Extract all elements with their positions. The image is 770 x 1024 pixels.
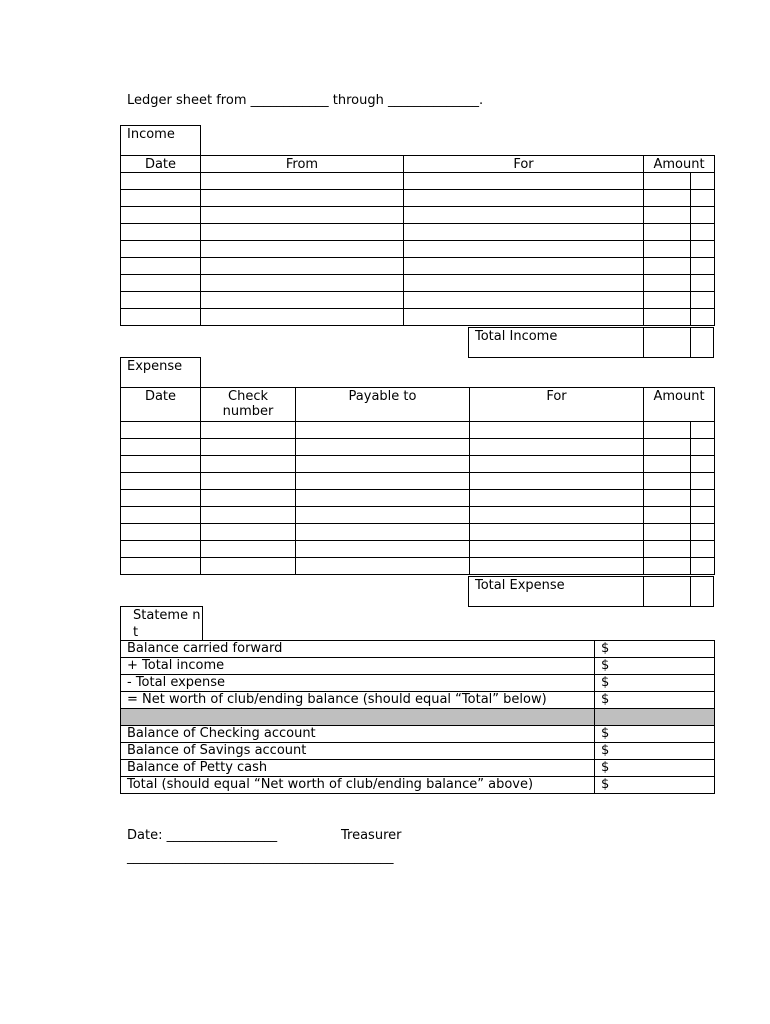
table-row <box>121 173 715 190</box>
expense-check-cell[interactable] <box>201 473 296 490</box>
income-amount-cell[interactable] <box>644 241 691 258</box>
income-for-cell[interactable] <box>404 292 644 309</box>
income-from-cell[interactable] <box>201 241 404 258</box>
income-cents-cell[interactable] <box>691 292 715 309</box>
income-cents-cell[interactable] <box>691 258 715 275</box>
expense-check-cell[interactable] <box>201 524 296 541</box>
expense-col-amount: Amount <box>644 388 715 422</box>
table-row <box>121 558 715 575</box>
income-col-date: Date <box>121 156 201 173</box>
table-row <box>121 207 715 224</box>
table-row <box>121 692 715 709</box>
footer-date-line[interactable]: Date: _________________ <box>127 828 278 843</box>
statement-table <box>120 640 715 794</box>
expense-for-cell[interactable] <box>470 439 644 456</box>
income-for-cell[interactable] <box>404 275 644 292</box>
expense-date-cell[interactable] <box>121 456 201 473</box>
expense-date-cell[interactable] <box>121 422 201 439</box>
table-row <box>121 309 715 326</box>
income-amount-cell[interactable] <box>644 309 691 326</box>
total-income-amount-cell[interactable] <box>643 328 644 357</box>
income-from-cell[interactable] <box>201 275 404 292</box>
expense-cents-cell[interactable] <box>691 456 715 473</box>
expense-check-cell[interactable] <box>201 439 296 456</box>
income-for-cell[interactable] <box>404 224 644 241</box>
expense-cents-cell[interactable] <box>691 422 715 439</box>
income-amount-cell[interactable] <box>644 275 691 292</box>
expense-date-cell[interactable] <box>121 541 201 558</box>
table-row <box>121 258 715 275</box>
table-row <box>121 224 715 241</box>
expense-for-cell[interactable] <box>470 524 644 541</box>
table-row <box>121 524 715 541</box>
income-for-cell[interactable] <box>404 173 644 190</box>
statement-row-label: Balance carried forward <box>121 641 595 658</box>
expense-check-cell[interactable] <box>201 422 296 439</box>
income-amount-cell[interactable] <box>644 292 691 309</box>
statement-row-value[interactable]: $ <box>595 777 715 794</box>
expense-cents-cell[interactable] <box>691 507 715 524</box>
expense-table <box>120 387 715 575</box>
income-amount-cell[interactable] <box>644 190 691 207</box>
income-date-cell[interactable] <box>121 258 201 275</box>
statement-row-label: Total (should equal “Net worth of club/ending balance” above) <box>121 777 595 794</box>
income-date-cell[interactable] <box>121 241 201 258</box>
income-for-cell[interactable] <box>404 190 644 207</box>
total-income-cents-cell[interactable] <box>690 328 691 357</box>
income-date-cell[interactable] <box>121 173 201 190</box>
expense-payable-cell[interactable] <box>296 473 470 490</box>
income-amount-cell[interactable] <box>644 173 691 190</box>
expense-for-cell[interactable] <box>470 558 644 575</box>
expense-date-cell[interactable] <box>121 473 201 490</box>
statement-row-label: Balance of Savings account <box>121 743 595 760</box>
table-row <box>121 241 715 258</box>
statement-section-label <box>120 606 203 641</box>
expense-amount-cell[interactable] <box>644 456 691 473</box>
expense-cents-cell[interactable] <box>691 439 715 456</box>
income-header-row <box>121 156 715 173</box>
expense-check-cell[interactable] <box>201 507 296 524</box>
income-date-cell[interactable] <box>121 275 201 292</box>
statement-row-value[interactable]: $ <box>595 675 715 692</box>
expense-for-cell[interactable] <box>470 422 644 439</box>
expense-for-cell[interactable] <box>470 456 644 473</box>
expense-amount-cell[interactable] <box>644 524 691 541</box>
income-section-label <box>120 125 201 156</box>
income-cents-cell[interactable] <box>691 241 715 258</box>
table-row <box>121 190 715 207</box>
expense-cents-cell[interactable] <box>691 558 715 575</box>
income-date-cell[interactable] <box>121 309 201 326</box>
expense-check-cell[interactable] <box>201 541 296 558</box>
expense-check-cell[interactable] <box>201 558 296 575</box>
expense-payable-cell[interactable] <box>296 558 470 575</box>
income-for-cell[interactable] <box>404 241 644 258</box>
table-row <box>121 541 715 558</box>
expense-date-cell[interactable] <box>121 524 201 541</box>
statement-row-value[interactable]: $ <box>595 692 715 709</box>
total-expense-cents-cell[interactable] <box>690 577 691 606</box>
expense-label-text: Expense <box>127 359 183 374</box>
total-income-label: Total Income <box>475 329 558 344</box>
expense-payable-cell[interactable] <box>296 456 470 473</box>
table-row <box>121 439 715 456</box>
income-for-cell[interactable] <box>404 207 644 224</box>
expense-col-date: Date <box>121 388 201 422</box>
expense-amount-cell[interactable] <box>644 558 691 575</box>
treasurer-label: Treasurer <box>341 828 402 843</box>
expense-amount-cell[interactable] <box>644 439 691 456</box>
income-date-cell[interactable] <box>121 292 201 309</box>
income-for-cell[interactable] <box>404 258 644 275</box>
table-row <box>121 292 715 309</box>
table-row <box>121 490 715 507</box>
expense-amount-cell[interactable] <box>644 507 691 524</box>
income-cents-cell[interactable] <box>691 309 715 326</box>
table-row <box>121 422 715 439</box>
expense-check-cell[interactable] <box>201 490 296 507</box>
statement-row-label: + Total income <box>121 658 595 675</box>
expense-col-check-number: Check number <box>201 388 296 422</box>
table-row <box>121 473 715 490</box>
expense-check-cell[interactable] <box>201 456 296 473</box>
income-from-cell[interactable] <box>201 173 404 190</box>
expense-cents-cell[interactable] <box>691 473 715 490</box>
ledger-period-line: Ledger sheet from ____________ through ______________. <box>127 93 484 108</box>
income-label-text: Income <box>127 127 175 142</box>
expense-payable-cell[interactable] <box>296 490 470 507</box>
income-date-cell[interactable] <box>121 190 201 207</box>
expense-date-cell[interactable] <box>121 507 201 524</box>
statement-label-text: Stateme nt <box>133 608 201 640</box>
expense-section-label <box>120 357 201 388</box>
income-from-cell[interactable] <box>201 309 404 326</box>
income-from-cell[interactable] <box>201 190 404 207</box>
statement-row-value[interactable]: $ <box>595 658 715 675</box>
statement-row-value[interactable]: $ <box>595 641 715 658</box>
total-expense-amount-cell[interactable] <box>643 577 644 606</box>
expense-payable-cell[interactable] <box>296 439 470 456</box>
expense-payable-cell[interactable] <box>296 524 470 541</box>
income-amount-cell[interactable] <box>644 258 691 275</box>
table-row <box>121 275 715 292</box>
table-row <box>121 743 715 760</box>
income-table <box>120 155 715 326</box>
income-cents-cell[interactable] <box>691 224 715 241</box>
expense-cents-cell[interactable] <box>691 524 715 541</box>
expense-date-cell[interactable] <box>121 490 201 507</box>
statement-row-label: = Net worth of club/ending balance (should equal “Total” below) <box>121 692 595 709</box>
table-row <box>121 760 715 777</box>
table-row <box>121 507 715 524</box>
treasurer-signature-line[interactable]: _________________________________________ <box>127 850 394 865</box>
expense-amount-cell[interactable] <box>644 473 691 490</box>
total-expense-label: Total Expense <box>475 578 565 593</box>
expense-amount-cell[interactable] <box>644 422 691 439</box>
expense-col-payable-to: Payable to <box>296 388 470 422</box>
statement-row-label: Balance of Checking account <box>121 726 595 743</box>
income-from-cell[interactable] <box>201 292 404 309</box>
expense-total-row <box>468 576 714 607</box>
expense-header-row <box>121 388 715 422</box>
income-cents-cell[interactable] <box>691 173 715 190</box>
income-from-cell[interactable] <box>201 224 404 241</box>
table-row <box>121 675 715 692</box>
statement-row-value[interactable]: $ <box>595 760 715 777</box>
table-row <box>121 726 715 743</box>
income-col-for: For <box>404 156 644 173</box>
income-col-from: From <box>201 156 404 173</box>
statement-row-value <box>595 709 715 726</box>
expense-cents-cell[interactable] <box>691 541 715 558</box>
expense-for-cell[interactable] <box>470 507 644 524</box>
statement-row-label <box>121 709 595 726</box>
income-cents-cell[interactable] <box>691 275 715 292</box>
table-row <box>121 456 715 473</box>
table-row <box>121 658 715 675</box>
statement-row-value[interactable]: $ <box>595 743 715 760</box>
expense-date-cell[interactable] <box>121 439 201 456</box>
table-row <box>121 641 715 658</box>
expense-for-cell[interactable] <box>470 541 644 558</box>
expense-col-for: For <box>470 388 644 422</box>
expense-payable-cell[interactable] <box>296 541 470 558</box>
statement-row-label: Balance of Petty cash <box>121 760 595 777</box>
statement-row-label: - Total expense <box>121 675 595 692</box>
income-cents-cell[interactable] <box>691 207 715 224</box>
expense-amount-cell[interactable] <box>644 541 691 558</box>
statement-row-value[interactable]: $ <box>595 726 715 743</box>
income-date-cell[interactable] <box>121 224 201 241</box>
income-from-cell[interactable] <box>201 207 404 224</box>
expense-date-cell[interactable] <box>121 558 201 575</box>
income-amount-cell[interactable] <box>644 224 691 241</box>
income-cents-cell[interactable] <box>691 190 715 207</box>
income-amount-cell[interactable] <box>644 207 691 224</box>
expense-for-cell[interactable] <box>470 490 644 507</box>
expense-amount-cell[interactable] <box>644 490 691 507</box>
income-date-cell[interactable] <box>121 207 201 224</box>
expense-payable-cell[interactable] <box>296 422 470 439</box>
expense-payable-cell[interactable] <box>296 507 470 524</box>
table-row <box>121 777 715 794</box>
statement-separator-row <box>121 709 715 726</box>
income-total-row <box>468 327 714 358</box>
expense-for-cell[interactable] <box>470 473 644 490</box>
income-for-cell[interactable] <box>404 309 644 326</box>
income-col-amount: Amount <box>644 156 715 173</box>
expense-cents-cell[interactable] <box>691 490 715 507</box>
income-from-cell[interactable] <box>201 258 404 275</box>
